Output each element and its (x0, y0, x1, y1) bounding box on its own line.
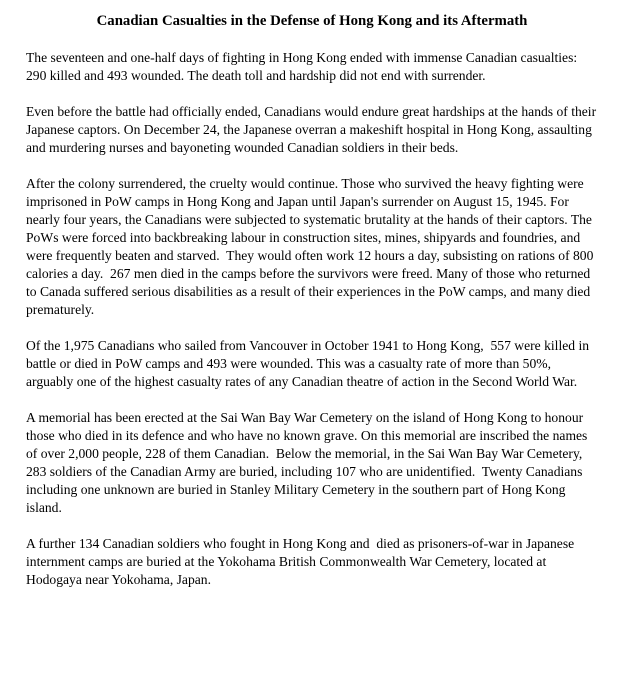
paragraph-sai-wan-memorial: A memorial has been erected at the Sai Wan Bay War Cemetery on the island of Hong Kong to honour those who died in its defence and who have no known grave. On this memorial are inscribed the names of over 2,000 people, 228 of them Canadian. Below the memorial, in the Sai Wan Bay War Cemetery, 283 soldiers of the Canadian Army are buried, including 107 who are unidentified. Twenty Canadians including one unknown are buried in Stanley Military Cemetery in the southern part of Hong Kong island. (26, 410, 591, 515)
paragraph-casualties-summary: The seventeen and one-half days of fighting in Hong Kong ended with immense Canadian casualties: 290 killed and 493 wounded. The death toll and hardship did not end with surrender. (26, 50, 581, 83)
paragraph-pow-camps: After the colony surrendered, the cruelty would continue. Those who survived the heavy fighting were imprisoned in PoW camps in Hong Kong and Japan until Japan's surrender on August 15, 1945. For nearly four years, the Canadians were subjected to systematic brutality at the hands of their captors. The PoWs were forced into backbreaking labour in construction sites, mines, shipyards and foundries, and were frequently beaten and starved. They would often work 12 hours a day, subsisting on rations of 800 calories a day. 267 men died in the camps before the survivors were freed. Many of those who returned to Canada suffered serious disabilities as a result of their experiences in the PoW camps, and many died prematurely. (26, 176, 597, 317)
paragraph-hospital-attack: Even before the battle had officially ended, Canadians would endure great hardships at the hands of their Japanese captors. On December 24, the Japanese overran a makeshift hospital in Hong Kong, assaulting and murdering nurses and bayoneting wounded Canadian soldiers in their beds. (26, 104, 600, 155)
paragraph-yokohama-cemetery: A further 134 Canadian soldiers who fought in Hong Kong and died as prisoners-of-war in Japanese internment camps are buried at the Yokohama British Commonwealth War Cemetery, located at Hodogaya near Yokohama, Japan. (26, 536, 578, 587)
page-title: Canadian Casualties in the Defense of Hong Kong and its Aftermath (96, 13, 528, 29)
paragraph-casualty-rate: Of the 1,975 Canadians who sailed from Vancouver in October 1941 to Hong Kong, 557 were killed in battle or died in PoW camps and 493 were wounded. This was a casualty rate of more than 50%, arguably one of the highest casualty rates of any Canadian theatre of action in the Second World War. (26, 338, 593, 389)
